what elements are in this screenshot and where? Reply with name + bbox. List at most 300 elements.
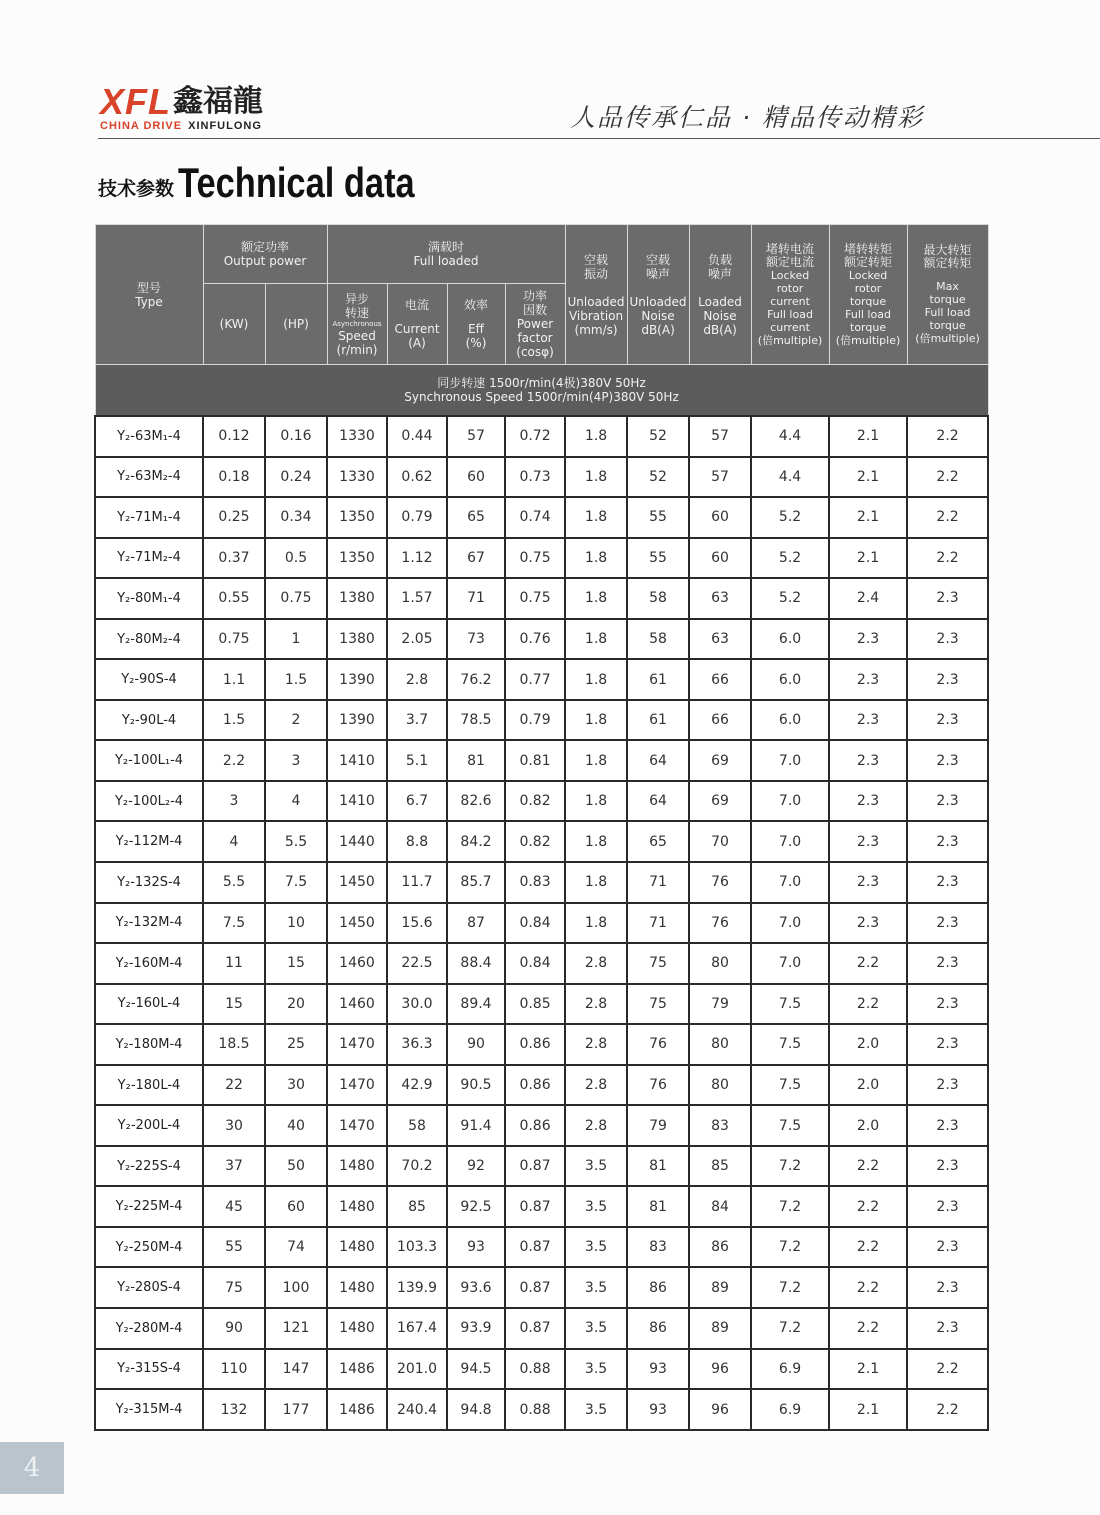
cell-type: Y₂-71M₁-4 [95,497,203,538]
cell-pf: 0.79 [505,700,565,741]
cell-vib: 1.8 [565,862,627,903]
header-type: 型号 Type [95,225,203,365]
cell-type: Y₂-132S-4 [95,862,203,903]
cell-un: 61 [627,659,689,700]
cell-mt: 2.3 [907,943,988,984]
cell-current: 0.79 [387,497,447,538]
cell-speed: 1480 [327,1267,387,1308]
cell-pf: 0.82 [505,821,565,862]
logo-sub-left: CHINA DRIVE [100,120,183,132]
cell-lt: 2.0 [829,1065,907,1106]
cell-pf: 0.75 [505,538,565,579]
cell-mt: 2.3 [907,1024,988,1065]
cell-mt: 2.3 [907,1186,988,1227]
cell-eff: 78.5 [447,700,505,741]
cell-eff: 90 [447,1024,505,1065]
table-row [95,781,988,822]
cell-ln: 89 [689,1267,751,1308]
cell-un: 93 [627,1349,689,1390]
cell-ln: 76 [689,862,751,903]
cell-lc: 7.2 [751,1267,829,1308]
cell-un: 64 [627,740,689,781]
cell-hp: 2 [265,700,327,741]
header-max-torque: 最大转矩 额定转矩 Max torque Full load torque (倍multiple) [907,225,988,365]
cell-un: 81 [627,1186,689,1227]
cell-ln: 63 [689,578,751,619]
table-body [95,416,988,1430]
technical-data-table [94,224,989,1431]
cell-hp: 20 [265,984,327,1025]
header-hp: (HP) [265,284,327,365]
logo-chinese: 鑫福龍 [173,84,263,119]
cell-mt: 2.2 [907,1349,988,1390]
cell-lt: 2.3 [829,659,907,700]
table-row [95,740,988,781]
table-row [95,1065,988,1106]
cell-un: 71 [627,903,689,944]
cell-vib: 3.5 [565,1267,627,1308]
cell-un: 65 [627,821,689,862]
cell-hp: 25 [265,1024,327,1065]
header-eff: 效率 Eff (%) [447,284,505,365]
cell-un: 86 [627,1267,689,1308]
cell-kw: 132 [203,1389,265,1430]
cell-lc: 7.5 [751,1105,829,1146]
cell-pf: 0.84 [505,943,565,984]
cell-hp: 1 [265,619,327,660]
cell-type: Y₂-225M-4 [95,1186,203,1227]
cell-mt: 2.3 [907,740,988,781]
cell-kw: 15 [203,984,265,1025]
header-locked-torque: 堵转转矩 额定转矩 Locked rotor torque Full load torque (倍multiple) [829,225,907,365]
cell-type: Y₂-100L₂-4 [95,781,203,822]
cell-hp: 121 [265,1308,327,1349]
cell-ln: 66 [689,659,751,700]
table-row [95,457,988,498]
table-row [95,1186,988,1227]
cell-current: 2.05 [387,619,447,660]
cell-pf: 0.77 [505,659,565,700]
cell-mt: 2.3 [907,1267,988,1308]
cell-ln: 89 [689,1308,751,1349]
cell-un: 79 [627,1105,689,1146]
cell-type: Y₂-200L-4 [95,1105,203,1146]
cell-vib: 2.8 [565,984,627,1025]
cell-eff: 84.2 [447,821,505,862]
cell-eff: 93.9 [447,1308,505,1349]
cell-eff: 87 [447,903,505,944]
header-unloaded-noise: 空载 噪声 Unloaded Noise dB(A) [627,225,689,365]
table-row [95,984,988,1025]
cell-lt: 2.0 [829,1024,907,1065]
cell-lc: 7.5 [751,1024,829,1065]
cell-hp: 15 [265,943,327,984]
cell-type: Y₂-100L₁-4 [95,740,203,781]
cell-pf: 0.88 [505,1389,565,1430]
cell-pf: 0.87 [505,1267,565,1308]
cell-mt: 2.2 [907,416,988,457]
table-row [95,538,988,579]
cell-hp: 147 [265,1349,327,1390]
cell-ln: 76 [689,903,751,944]
cell-eff: 60 [447,457,505,498]
cell-lt: 2.3 [829,700,907,741]
table-row [95,1227,988,1268]
cell-eff: 85.7 [447,862,505,903]
cell-speed: 1380 [327,578,387,619]
cell-kw: 0.75 [203,619,265,660]
cell-lt: 2.3 [829,862,907,903]
cell-vib: 1.8 [565,578,627,619]
cell-lt: 2.1 [829,538,907,579]
cell-vib: 1.8 [565,497,627,538]
cell-lc: 6.0 [751,659,829,700]
cell-pf: 0.86 [505,1065,565,1106]
cell-lt: 2.1 [829,1389,907,1430]
cell-lt: 2.2 [829,1267,907,1308]
cell-current: 0.44 [387,416,447,457]
cell-type: Y₂-80M₂-4 [95,619,203,660]
cell-eff: 90.5 [447,1065,505,1106]
cell-mt: 2.3 [907,578,988,619]
cell-mt: 2.2 [907,497,988,538]
cell-eff: 89.4 [447,984,505,1025]
page-number: 4 [0,1442,64,1494]
cell-lt: 2.2 [829,1227,907,1268]
cell-kw: 45 [203,1186,265,1227]
cell-pf: 0.83 [505,862,565,903]
cell-speed: 1470 [327,1024,387,1065]
cell-current: 30.0 [387,984,447,1025]
cell-current: 201.0 [387,1349,447,1390]
cell-speed: 1410 [327,740,387,781]
cell-pf: 0.84 [505,903,565,944]
logo-sub-right: XINFULONG [188,120,262,132]
cell-current: 240.4 [387,1389,447,1430]
cell-type: Y₂-180M-4 [95,1024,203,1065]
table-row [95,821,988,862]
cell-ln: 69 [689,781,751,822]
cell-kw: 110 [203,1349,265,1390]
cell-kw: 2.2 [203,740,265,781]
cell-hp: 50 [265,1146,327,1187]
table-row [95,1024,988,1065]
table-row [95,943,988,984]
cell-vib: 1.8 [565,659,627,700]
cell-eff: 91.4 [447,1105,505,1146]
cell-hp: 0.5 [265,538,327,579]
cell-un: 52 [627,416,689,457]
cell-speed: 1480 [327,1186,387,1227]
cell-lt: 2.1 [829,497,907,538]
cell-kw: 0.12 [203,416,265,457]
cell-type: Y₂-90L-4 [95,700,203,741]
cell-un: 76 [627,1024,689,1065]
cell-current: 0.62 [387,457,447,498]
table-row [95,1146,988,1187]
cell-lt: 2.2 [829,1308,907,1349]
cell-eff: 92 [447,1146,505,1187]
cell-ln: 80 [689,943,751,984]
cell-vib: 3.5 [565,1349,627,1390]
cell-mt: 2.2 [907,1389,988,1430]
cell-ln: 60 [689,497,751,538]
cell-current: 1.57 [387,578,447,619]
cell-kw: 90 [203,1308,265,1349]
cell-kw: 22 [203,1065,265,1106]
cell-mt: 2.2 [907,538,988,579]
cell-mt: 2.3 [907,1227,988,1268]
cell-lt: 2.3 [829,781,907,822]
cell-lt: 2.2 [829,1146,907,1187]
cell-current: 42.9 [387,1065,447,1106]
cell-un: 58 [627,619,689,660]
table-row [95,578,988,619]
cell-hp: 7.5 [265,862,327,903]
heading-cn: 技术参数 [98,178,175,200]
cell-lc: 5.2 [751,578,829,619]
cell-kw: 5.5 [203,862,265,903]
table-row [95,619,988,660]
cell-speed: 1480 [327,1227,387,1268]
cell-pf: 0.88 [505,1349,565,1390]
cell-vib: 2.8 [565,943,627,984]
cell-type: Y₂-315S-4 [95,1349,203,1390]
cell-eff: 82.6 [447,781,505,822]
cell-type: Y₂-160M-4 [95,943,203,984]
cell-kw: 30 [203,1105,265,1146]
cell-ln: 80 [689,1024,751,1065]
cell-eff: 67 [447,538,505,579]
cell-hp: 0.24 [265,457,327,498]
cell-kw: 18.5 [203,1024,265,1065]
cell-current: 167.4 [387,1308,447,1349]
table-row [95,862,988,903]
header-vibration: 空载 振动 Unloaded Vibration (mm/s) [565,225,627,365]
cell-lc: 6.9 [751,1389,829,1430]
cell-mt: 2.3 [907,700,988,741]
table-row [95,1105,988,1146]
cell-kw: 55 [203,1227,265,1268]
cell-lc: 4.4 [751,457,829,498]
cell-lc: 7.0 [751,862,829,903]
cell-ln: 70 [689,821,751,862]
cell-vib: 1.8 [565,538,627,579]
table-row [95,903,988,944]
cell-hp: 0.34 [265,497,327,538]
cell-type: Y₂-280M-4 [95,1308,203,1349]
cell-un: 71 [627,862,689,903]
cell-mt: 2.3 [907,1105,988,1146]
cell-un: 61 [627,700,689,741]
cell-speed: 1390 [327,700,387,741]
cell-ln: 96 [689,1389,751,1430]
cell-current: 139.9 [387,1267,447,1308]
cell-current: 3.7 [387,700,447,741]
cell-type: Y₂-225S-4 [95,1146,203,1187]
cell-un: 81 [627,1146,689,1187]
cell-speed: 1330 [327,457,387,498]
cell-vib: 3.5 [565,1186,627,1227]
header-divider [98,138,1100,139]
table-row [95,416,988,457]
cell-kw: 3 [203,781,265,822]
cell-speed: 1390 [327,659,387,700]
cell-speed: 1440 [327,821,387,862]
cell-lt: 2.3 [829,821,907,862]
cell-type: Y₂-160L-4 [95,984,203,1025]
cell-lc: 6.0 [751,700,829,741]
cell-mt: 2.2 [907,457,988,498]
table-row [95,497,988,538]
cell-pf: 0.72 [505,416,565,457]
cell-kw: 37 [203,1146,265,1187]
brand-logo [100,81,263,132]
cell-lc: 6.0 [751,619,829,660]
cell-vib: 2.8 [565,1024,627,1065]
cell-current: 5.1 [387,740,447,781]
cell-vib: 3.5 [565,1389,627,1430]
cell-lc: 7.2 [751,1308,829,1349]
cell-un: 93 [627,1389,689,1430]
cell-eff: 93.6 [447,1267,505,1308]
cell-current: 103.3 [387,1227,447,1268]
table-row [95,659,988,700]
cell-lt: 2.3 [829,740,907,781]
cell-eff: 57 [447,416,505,457]
cell-vib: 1.8 [565,821,627,862]
cell-vib: 2.8 [565,1105,627,1146]
cell-un: 55 [627,538,689,579]
cell-current: 6.7 [387,781,447,822]
cell-kw: 1.5 [203,700,265,741]
cell-lc: 7.0 [751,781,829,822]
cell-hp: 100 [265,1267,327,1308]
cell-un: 55 [627,497,689,538]
cell-current: 85 [387,1186,447,1227]
cell-un: 83 [627,1227,689,1268]
cell-type: Y₂-71M₂-4 [95,538,203,579]
cell-speed: 1350 [327,497,387,538]
header-kw: (KW) [203,284,265,365]
cell-lt: 2.1 [829,457,907,498]
cell-hp: 1.5 [265,659,327,700]
speed-band: 同步转速 1500r/min(4极)380V 50Hz Synchronous Speed 1500r/min(4P)380V 50Hz [95,365,988,417]
cell-un: 76 [627,1065,689,1106]
cell-type: Y₂-90S-4 [95,659,203,700]
cell-type: Y₂-63M₁-4 [95,416,203,457]
cell-vib: 1.8 [565,619,627,660]
cell-hp: 10 [265,903,327,944]
cell-lc: 7.5 [751,1065,829,1106]
cell-pf: 0.87 [505,1146,565,1187]
section-heading [98,159,467,206]
cell-mt: 2.3 [907,619,988,660]
cell-kw: 0.18 [203,457,265,498]
cell-lt: 2.0 [829,1105,907,1146]
cell-current: 1.12 [387,538,447,579]
cell-mt: 2.3 [907,984,988,1025]
cell-pf: 0.81 [505,740,565,781]
cell-kw: 11 [203,943,265,984]
cell-speed: 1330 [327,416,387,457]
cell-type: Y₂-132M-4 [95,903,203,944]
cell-current: 11.7 [387,862,447,903]
cell-vib: 1.8 [565,903,627,944]
cell-speed: 1450 [327,862,387,903]
cell-lc: 5.2 [751,538,829,579]
cell-current: 15.6 [387,903,447,944]
cell-type: Y₂-315M-4 [95,1389,203,1430]
header-output-power: 额定功率 Output power [203,225,327,284]
cell-vib: 1.8 [565,740,627,781]
cell-vib: 3.5 [565,1308,627,1349]
cell-lc: 7.2 [751,1186,829,1227]
cell-eff: 81 [447,740,505,781]
cell-mt: 2.3 [907,862,988,903]
table-row [95,1349,988,1390]
cell-kw: 1.1 [203,659,265,700]
cell-pf: 0.87 [505,1227,565,1268]
cell-kw: 4 [203,821,265,862]
cell-kw: 75 [203,1267,265,1308]
cell-hp: 0.16 [265,416,327,457]
cell-un: 64 [627,781,689,822]
cell-lt: 2.3 [829,903,907,944]
cell-hp: 4 [265,781,327,822]
cell-eff: 73 [447,619,505,660]
header-current: 电流 Current (A) [387,284,447,365]
cell-lt: 2.1 [829,1349,907,1390]
cell-hp: 30 [265,1065,327,1106]
cell-lc: 7.0 [751,943,829,984]
cell-current: 2.8 [387,659,447,700]
cell-vib: 3.5 [565,1146,627,1187]
cell-ln: 79 [689,984,751,1025]
cell-mt: 2.3 [907,1146,988,1187]
cell-type: Y₂-112M-4 [95,821,203,862]
cell-un: 75 [627,984,689,1025]
cell-current: 36.3 [387,1024,447,1065]
cell-vib: 1.8 [565,416,627,457]
cell-pf: 0.76 [505,619,565,660]
cell-kw: 0.55 [203,578,265,619]
cell-type: Y₂-63M₂-4 [95,457,203,498]
cell-lc: 4.4 [751,416,829,457]
cell-current: 70.2 [387,1146,447,1187]
cell-vib: 1.8 [565,700,627,741]
header-loaded-noise: 负载 噪声 Loaded Noise dB(A) [689,225,751,365]
cell-lc: 7.0 [751,821,829,862]
cell-hp: 5.5 [265,821,327,862]
cell-ln: 57 [689,457,751,498]
cell-lc: 7.0 [751,903,829,944]
logo-latin: XFL [100,81,171,122]
table-row [95,700,988,741]
cell-pf: 0.87 [505,1308,565,1349]
cell-mt: 2.3 [907,659,988,700]
cell-speed: 1350 [327,538,387,579]
header-locked-current: 堵转电流 额定电流 Locked rotor current Full load current (倍multiple) [751,225,829,365]
cell-lt: 2.3 [829,619,907,660]
cell-mt: 2.3 [907,903,988,944]
cell-pf: 0.82 [505,781,565,822]
cell-lc: 7.0 [751,740,829,781]
cell-ln: 85 [689,1146,751,1187]
cell-lt: 2.4 [829,578,907,619]
table-row [95,1267,988,1308]
cell-hp: 177 [265,1389,327,1430]
